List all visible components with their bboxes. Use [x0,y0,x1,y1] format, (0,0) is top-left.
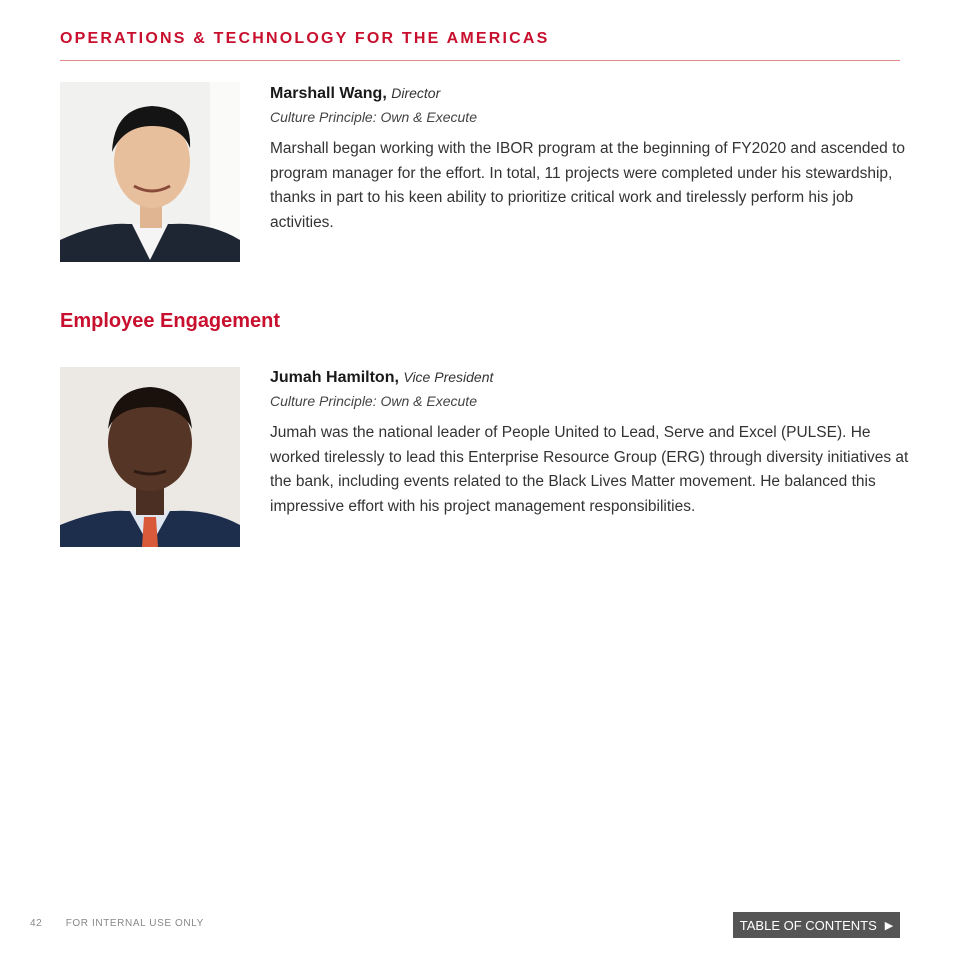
person-title: Director [391,85,441,101]
subheading: Employee Engagement [60,310,281,332]
footer-left [30,918,204,929]
name-line [270,366,910,389]
page-number: 42 [30,918,43,929]
toc-label: TABLE OF CONTENTS [739,917,877,933]
section-header: OPERATIONS & TECHNOLOGY FOR THE AMERICAS [60,30,550,47]
profile-text [270,82,910,235]
culture-principle: Culture Principle: Own & Execute [270,109,477,125]
person-name: Marshall Wang, [270,85,387,102]
person-name: Jumah Hamilton, [270,369,399,386]
bio-paragraph: Marshall began working with the IBOR program at the beginning of FY2020 and ascended to program manager for the effort. In total, 11 projects were completed under his stewardship, thanks in part to his keen ability to prioritize critical work and tirelessly perform his job activities. [270,140,906,231]
bio-paragraph: Jumah was the national leader of People United to Lead, Serve and Excel (PULSE). He worked tirelessly to lead this Enterprise Resource Group (ERG) through diversity initiatives at the bank, including events related to the Black Lives Matter movement. He balanced this impressive effort with his project management responsibilities. [270,424,909,515]
person-title: Vice President [403,369,494,385]
table-of-contents-button[interactable] [733,912,900,938]
culture-principle: Culture Principle: Own & Execute [270,393,477,409]
name-line [270,82,910,105]
internal-use-notice: FOR INTERNAL USE ONLY [65,918,204,929]
play-arrow-icon: ▶ [884,919,894,932]
profile-photo [60,367,240,547]
section-divider [60,60,900,61]
profile-text [270,366,910,519]
profile-photo [60,82,240,262]
